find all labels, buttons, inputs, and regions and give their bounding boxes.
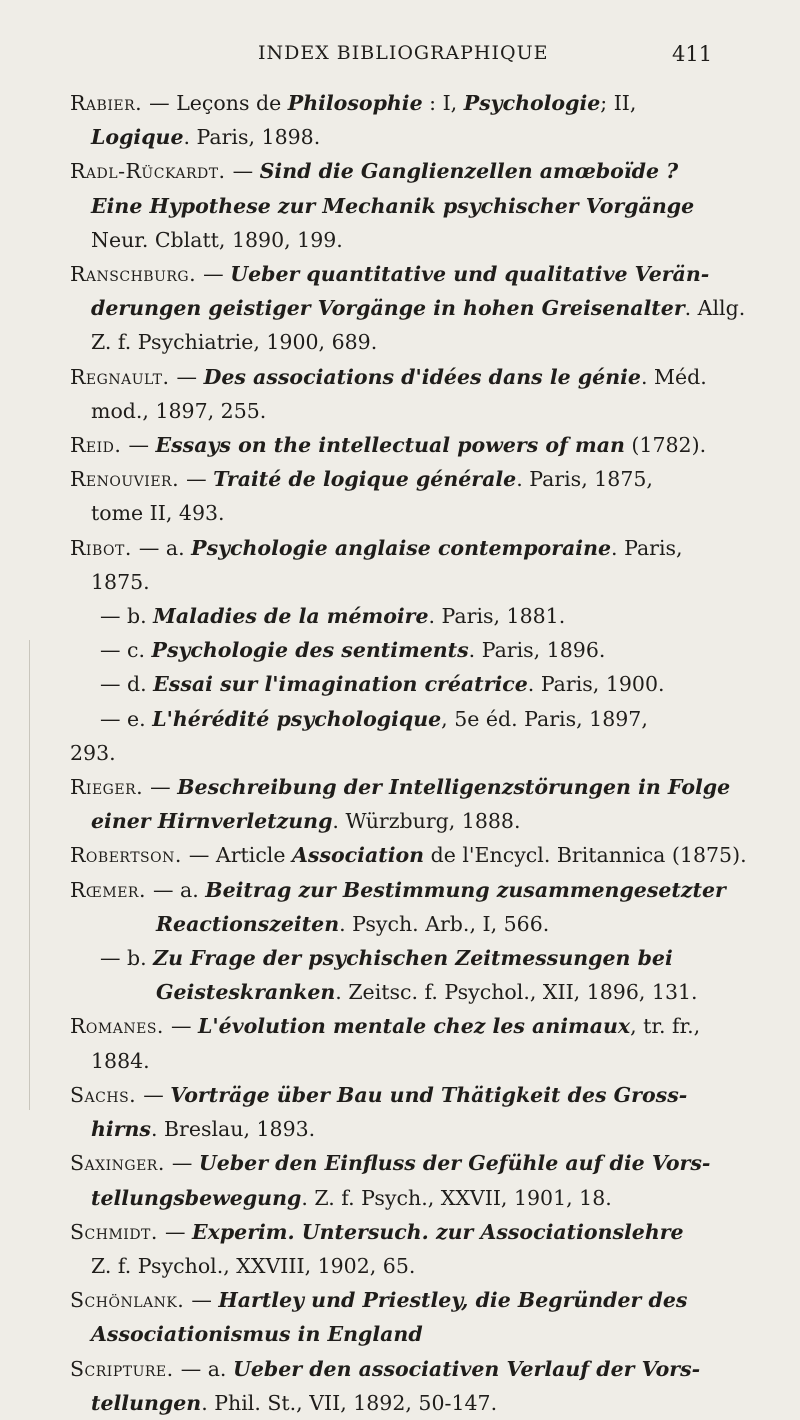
- entry-text: —: [171, 1151, 199, 1176]
- work-title: Beitrag zur Bestimmung zusammengesetzter: [205, 877, 726, 902]
- bibliography-entry: [70, 838, 747, 872]
- entry-text: —: [176, 364, 204, 389]
- entry-line: [70, 975, 740, 1009]
- bibliography-entry: [70, 1078, 740, 1146]
- bibliography-entry: [70, 1215, 740, 1283]
- entry-text: — d.: [100, 672, 154, 697]
- entry-text: — b.: [100, 946, 154, 971]
- entry-line: [70, 496, 740, 530]
- work-title: hirns: [91, 1117, 151, 1142]
- entry-text: . Paris, 1881.: [428, 604, 566, 629]
- bibliography-entry: [70, 1146, 740, 1214]
- entry-text: —: [128, 433, 156, 458]
- author-name: Rabier.: [70, 91, 150, 115]
- bibliography-entry: [70, 531, 740, 770]
- entry-text: . Méd.: [640, 364, 707, 389]
- entry-text: : I,: [422, 91, 464, 115]
- entry-line: [70, 770, 740, 804]
- work-title: Ueber den Einfluss der Gefühle auf die Vors-: [198, 1151, 711, 1176]
- entry-text: —: [170, 1014, 198, 1039]
- author-name: Saxinger.: [70, 1151, 172, 1176]
- bibliography-entry: [70, 154, 740, 257]
- author-name: Sachs.: [70, 1082, 144, 1107]
- entry-text: . Psych. Arb., I, 566.: [339, 911, 550, 936]
- work-title: Logique: [91, 125, 184, 150]
- entry-text: de l'Encycl. Britannica (1875).: [424, 843, 747, 868]
- entry-text: . Paris, 1898.: [183, 125, 321, 150]
- author-name: Schönlank.: [70, 1288, 192, 1313]
- entry-line: [70, 1112, 740, 1146]
- entry-line: [70, 257, 740, 291]
- entry-text: mod., 1897, 255.: [91, 398, 267, 423]
- entry-line: [70, 667, 740, 701]
- author-name: Regnault.: [70, 364, 177, 389]
- entry-text: — Leçons de: [149, 91, 288, 115]
- bibliography-entry: [70, 428, 740, 462]
- work-title: Association: [292, 843, 425, 868]
- entry-line: [70, 1215, 740, 1249]
- work-title: Experim. Untersuch. zur Associationslehre: [191, 1219, 684, 1244]
- work-title: Ueber quantitative und qualitative Verän-: [230, 262, 710, 287]
- work-title: Vorträge über Bau und Thätigkeit des Gross-: [170, 1082, 688, 1107]
- entry-text: . Paris, 1900.: [527, 672, 665, 697]
- entry-text: . Paris, 1875,: [516, 467, 653, 492]
- entry-text: — b.: [100, 604, 154, 629]
- entry-line: [70, 394, 740, 428]
- author-name: Radl-Rückardt.: [70, 159, 233, 184]
- entry-text: . Würzburg, 1888.: [332, 809, 521, 834]
- entry-line: [70, 462, 740, 496]
- entry-text: 1884.: [91, 1048, 150, 1073]
- entry-text: (1782).: [624, 433, 707, 458]
- bibliography-entry: [70, 257, 746, 360]
- entry-line: [70, 325, 740, 359]
- work-title: tellungsbewegung: [91, 1185, 302, 1210]
- entry-text: —: [191, 1288, 219, 1313]
- work-title: Associationismus in England: [91, 1322, 423, 1347]
- entry-text: —: [150, 775, 178, 800]
- entry-text: , 5e éd. Paris, 1897,: [441, 706, 648, 731]
- bibliography-entry: [70, 1352, 740, 1420]
- work-title: L'hérédité psychologique: [152, 706, 442, 731]
- entry-text: . Z. f. Psych., XXVII, 1901, 18.: [301, 1185, 612, 1210]
- entry-line: [70, 565, 740, 599]
- work-title: Beschreibung der Intelligenzstörungen in Folge: [177, 775, 731, 800]
- entry-line: [70, 804, 740, 838]
- entry-text: —: [164, 1219, 192, 1244]
- author-name: Scripture.: [70, 1356, 181, 1381]
- work-title: Des associations d'idées dans le génie: [203, 364, 641, 389]
- bibliography-entry: [70, 360, 740, 428]
- work-title: Sind die Ganglienzellen amœboïde ?: [259, 159, 679, 184]
- entry-line: [70, 702, 740, 736]
- running-header: [0, 42, 800, 72]
- entry-text: . Breslau, 1893.: [150, 1117, 316, 1142]
- entry-text: —: [203, 262, 231, 287]
- entry-text: — c.: [100, 638, 152, 663]
- entry-text: Z. f. Psychiatrie, 1900, 689.: [91, 330, 378, 355]
- entry-text: . Zeitsc. f. Psychol., XII, 1896, 131.: [335, 980, 698, 1005]
- work-title: L'évolution mentale chez les animaux: [197, 1014, 631, 1039]
- entry-text: . Allg.: [684, 296, 746, 321]
- bibliography-list: [70, 86, 747, 1420]
- work-title: Maladies de la mémoire: [153, 604, 429, 629]
- author-name: Rœmer.: [70, 877, 153, 902]
- entry-text: —: [232, 159, 260, 184]
- entry-line: [70, 941, 740, 975]
- entry-text: — a.: [180, 1356, 233, 1381]
- entry-text: —: [186, 467, 214, 492]
- work-title: derungen geistiger Vorgänge in hohen Greisenalter: [91, 296, 685, 321]
- entry-text: —: [143, 1082, 171, 1107]
- entry-line: [70, 1044, 740, 1078]
- entry-text: — Article: [188, 843, 293, 868]
- header-title: INDEX BIBLIOGRAPHIQUE: [258, 42, 549, 64]
- entry-text: — a.: [152, 877, 206, 902]
- entry-line: [70, 531, 740, 565]
- entry-line: [70, 1386, 740, 1420]
- author-name: Rieger.: [70, 775, 151, 800]
- entry-line: [70, 1146, 740, 1180]
- entry-line: [70, 1181, 740, 1215]
- work-title: Reactionszeiten: [156, 911, 340, 936]
- entry-line: [70, 873, 740, 907]
- entry-text: Neur. Cblatt, 1890, 199.: [91, 227, 343, 252]
- work-title: Essai sur l'imagination créatrice: [153, 672, 528, 697]
- entry-line: [70, 86, 740, 120]
- work-title: Hartley und Priestley, die Begründer des: [218, 1288, 688, 1313]
- entry-line: [70, 189, 740, 223]
- entry-line: [70, 1249, 740, 1283]
- author-name: Reid.: [70, 433, 129, 458]
- entry-line: [70, 633, 740, 667]
- work-title: Traité de logique générale: [213, 467, 517, 492]
- work-title: tellungen: [91, 1390, 202, 1415]
- work-title: Geisteskranken: [156, 980, 336, 1005]
- author-name: Ranschburg.: [70, 262, 204, 287]
- work-title: Psychologie anglaise contemporaine: [191, 535, 612, 560]
- entry-text: . Paris, 1896.: [468, 638, 606, 663]
- entry-text: 1875.: [91, 569, 150, 594]
- entry-line: 293.: [70, 740, 116, 765]
- bibliography-entry: [70, 873, 740, 1010]
- work-title: Philosophie: [287, 91, 423, 115]
- author-name: Renouvier.: [70, 467, 187, 492]
- work-title: Psychologie: [463, 91, 601, 115]
- entry-line: [70, 120, 740, 154]
- entry-line: [70, 599, 740, 633]
- bibliography-entry: [70, 770, 740, 838]
- entry-line: [70, 428, 740, 462]
- entry-line: [70, 223, 740, 257]
- bibliography-entry: [70, 462, 740, 530]
- entry-line: [70, 838, 747, 872]
- entry-text: , tr. fr.,: [630, 1014, 701, 1039]
- entry-text: . Paris,: [611, 535, 683, 560]
- entry-line: [70, 1009, 740, 1043]
- entry-text: tome II, 493.: [91, 501, 225, 526]
- bibliography-entry: [70, 1009, 740, 1077]
- margin-line: [29, 640, 30, 1110]
- entry-line: [70, 907, 740, 941]
- entry-text: — a.: [138, 535, 192, 560]
- author-name: Romanes.: [70, 1014, 171, 1039]
- bibliography-entry: [70, 86, 740, 154]
- entry-line: [70, 291, 746, 325]
- work-title: Psychologie des sentiments: [151, 638, 469, 663]
- author-name: Robertson.: [70, 843, 189, 868]
- entry-text: ; II,: [600, 91, 637, 115]
- work-title: Zu Frage der psychischen Zeitmessungen bei: [153, 946, 673, 971]
- entry-text: Z. f. Psychol., XXVIII, 1902, 65.: [91, 1253, 416, 1278]
- entry-line: [70, 1283, 740, 1317]
- entry-text: . Phil. St., VII, 1892, 50-147.: [201, 1390, 498, 1415]
- entry-line: [70, 1078, 740, 1112]
- work-title: einer Hirnverletzung: [91, 809, 333, 834]
- entry-line: [70, 1317, 740, 1351]
- page-number: 411: [672, 42, 713, 66]
- work-title: Essays on the intellectual powers of man: [155, 433, 625, 458]
- entry-line: [70, 1352, 740, 1386]
- bibliography-entry: [70, 1283, 740, 1351]
- entry-text: — e.: [100, 706, 153, 731]
- author-name: Schmidt.: [70, 1219, 165, 1244]
- work-title: Ueber den associativen Verlauf der Vors-: [232, 1356, 701, 1381]
- work-title: Eine Hypothese zur Mechanik psychischer Vorgänge: [91, 193, 695, 218]
- entry-line: [70, 360, 740, 394]
- author-name: Ribot.: [70, 535, 139, 560]
- entry-line: [70, 154, 740, 188]
